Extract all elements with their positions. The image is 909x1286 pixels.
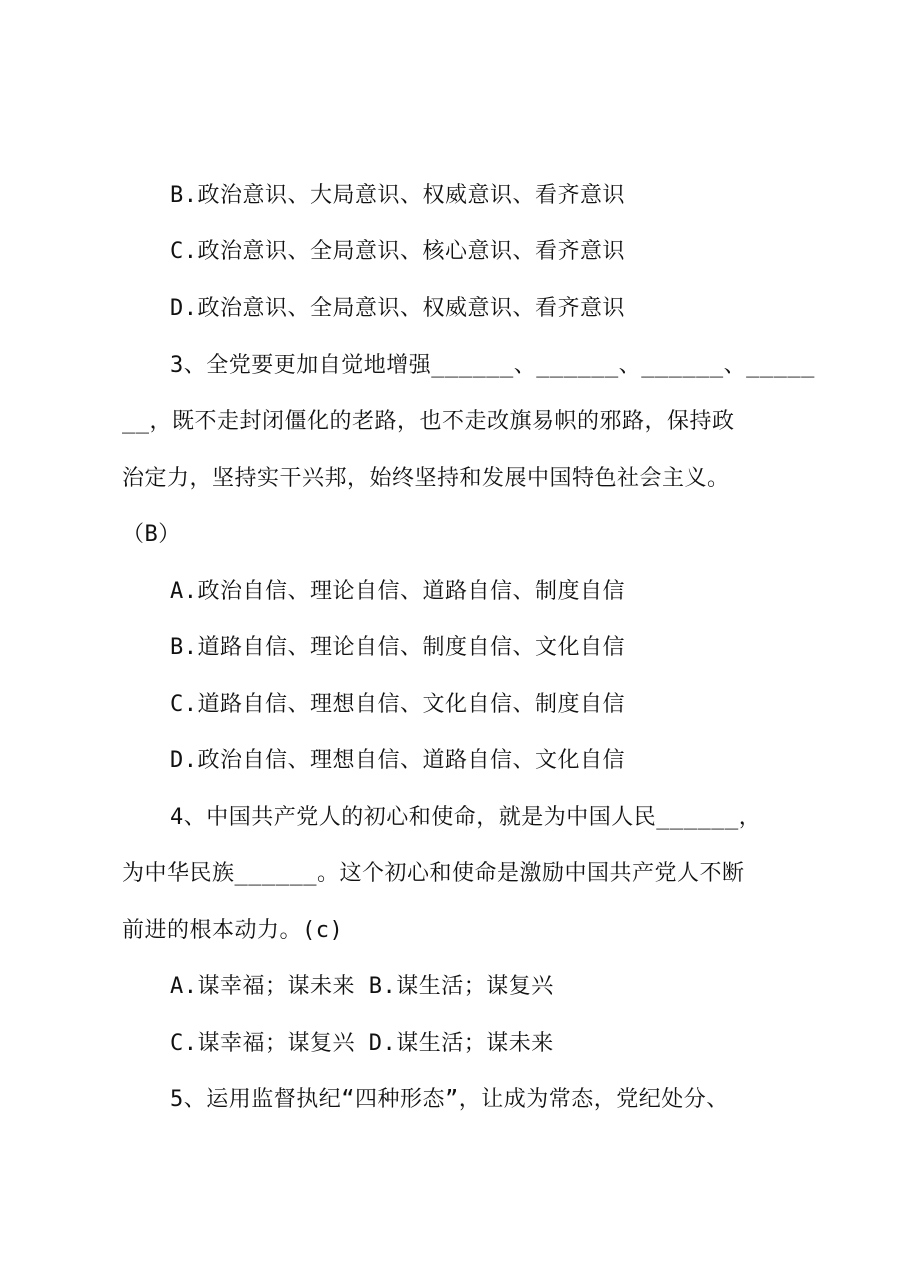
q4-question-line-1: 4、中国共产党人的初心和使命，就是为中国人民______， — [170, 805, 762, 830]
q2-option-d: D.政治意识、全局意识、权威意识、看齐意识 — [170, 296, 625, 321]
q3-option-d: D.政治自信、理想自信、道路自信、文化自信 — [170, 748, 625, 773]
q5-question-line-1: 5、运用监督执纪“四种形态”，让成为常态，党纪处分、 — [170, 1087, 729, 1112]
q3-question-line-3: 治定力，坚持实干兴邦，始终坚持和发展中国特色社会主义。 — [122, 466, 730, 491]
q3-option-a: A.政治自信、理论自信、道路自信、制度自信 — [170, 579, 625, 604]
q3-answer: （B） — [122, 522, 181, 547]
q3-question-line-1: 3、全党要更加自觉地增强______、______、______、_____ — [170, 353, 815, 378]
q4-question-line-2: 为中华民族______。这个初心和使命是激励中国共产党人不断 — [122, 861, 745, 886]
q3-question-line-2: __，既不走封闭僵化的老路，也不走改旗易帜的邪路，保持政 — [122, 409, 735, 434]
q3-option-c: C.道路自信、理想自信、文化自信、制度自信 — [170, 692, 625, 717]
q4-options-cd: C.谋幸福；谋复兴 D.谋生活；谋未来 — [170, 1031, 554, 1056]
q2-option-c: C.政治意识、全局意识、核心意识、看齐意识 — [170, 239, 625, 264]
q2-option-b: B.政治意识、大局意识、权威意识、看齐意识 — [170, 183, 625, 208]
q3-option-b: B.道路自信、理论自信、制度自信、文化自信 — [170, 635, 625, 660]
q4-options-ab: A.谋幸福；谋未来 B.谋生活；谋复兴 — [170, 974, 554, 999]
q4-question-line-3: 前进的根本动力。(c) — [122, 918, 344, 943]
